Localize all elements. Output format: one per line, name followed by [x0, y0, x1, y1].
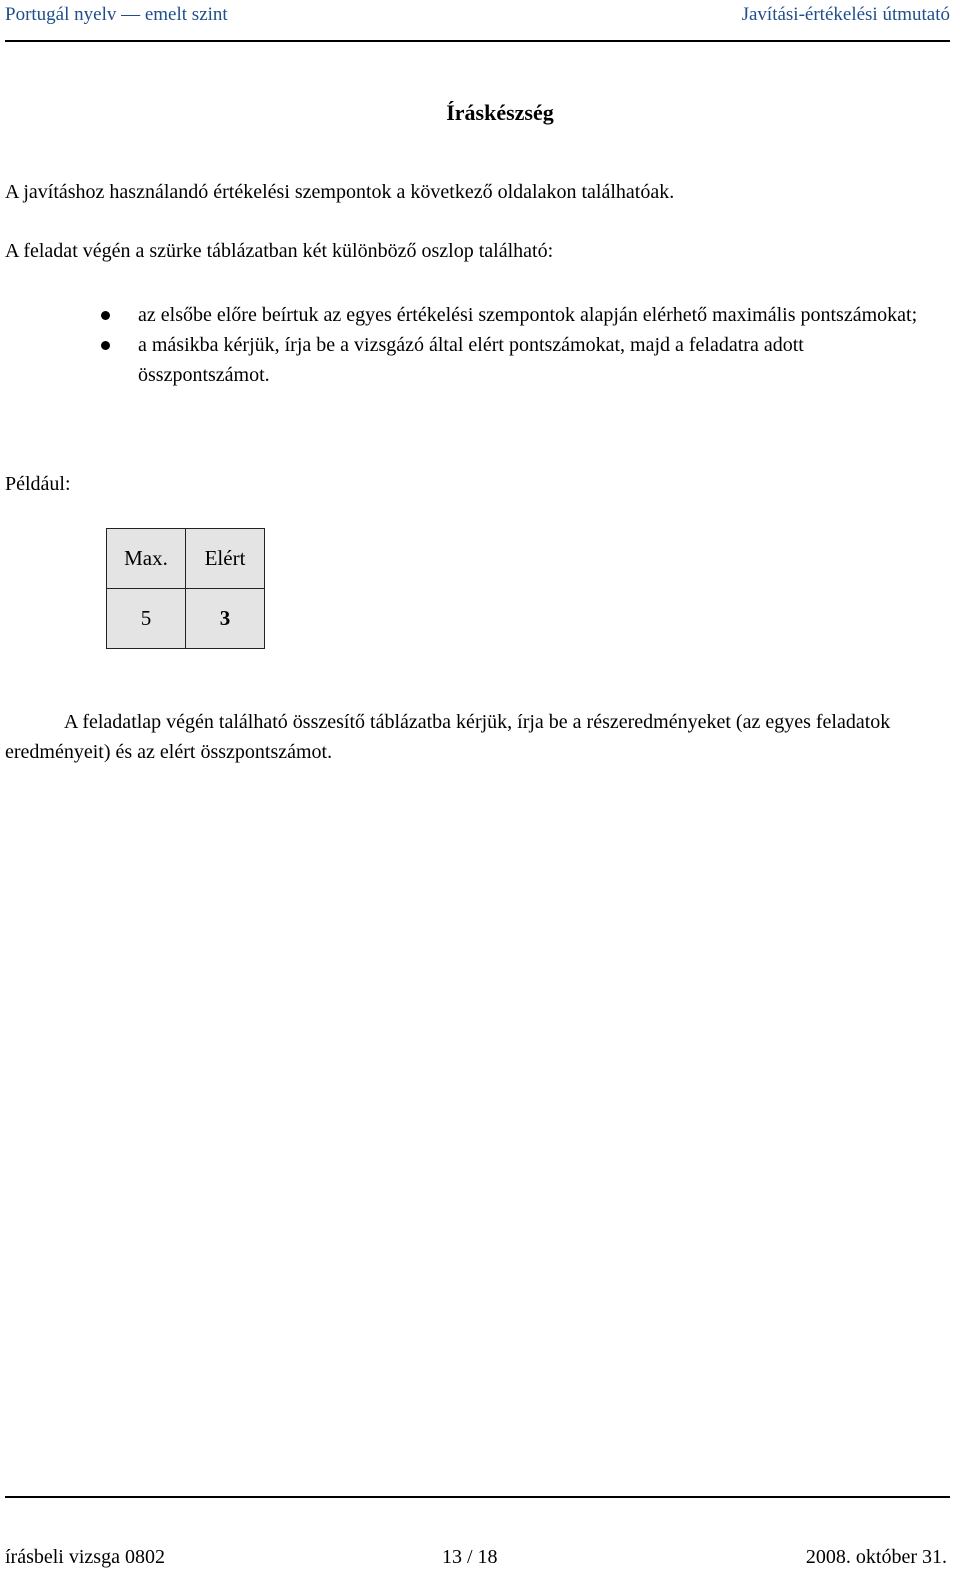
- table-row: [107, 589, 265, 649]
- header-document-type: Javítási-értékelési útmutató: [741, 4, 950, 25]
- table-header-row: [107, 529, 265, 589]
- closing-paragraph: A feladatlap végén található összesítő táblázatba kérjük, írja be a részeredményeket (az egyes feladatok eredményeit) és az elért összpontszámot.: [5, 711, 891, 763]
- footer-date: 2008. október 31.: [805, 1546, 947, 1568]
- bullet-icon: [101, 341, 110, 350]
- list-item-text: a másikba kérjük, írja be a vizsgázó által elért pontszámokat, majd a feladatra adott összpontszámot.: [138, 334, 804, 386]
- list-item: [0, 330, 950, 390]
- intro-paragraph-2: A feladat végén a szürke táblázatban két különböző oszlop található:: [5, 240, 554, 262]
- header-achieved: Elért: [186, 529, 265, 589]
- list-item-text: az elsőbe előre beírtuk az egyes értékelési szempontok alapján elérhető maximális pontszámokat;: [138, 304, 918, 326]
- page-footer: [5, 1496, 950, 1591]
- header-subject: Portugál nyelv — emelt szint: [5, 4, 228, 25]
- footer-page-number: 13 / 18: [442, 1546, 498, 1568]
- footer-exam-code: írásbeli vizsga 0802: [5, 1546, 165, 1568]
- example-label: Például:: [5, 473, 71, 495]
- header-max: Max.: [107, 529, 186, 589]
- page-header: [5, 0, 950, 42]
- list-item: [0, 300, 950, 330]
- cell-achieved-value: 3: [186, 589, 265, 649]
- section-title: Íráskészség: [446, 100, 554, 125]
- bullet-icon: [101, 311, 110, 320]
- score-table: [106, 528, 265, 649]
- intro-paragraph-1: A javításhoz használandó értékelési szempontok a következő oldalakon találhatóak.: [5, 181, 675, 203]
- cell-max-value: 5: [107, 589, 186, 649]
- bullet-list: [0, 300, 950, 390]
